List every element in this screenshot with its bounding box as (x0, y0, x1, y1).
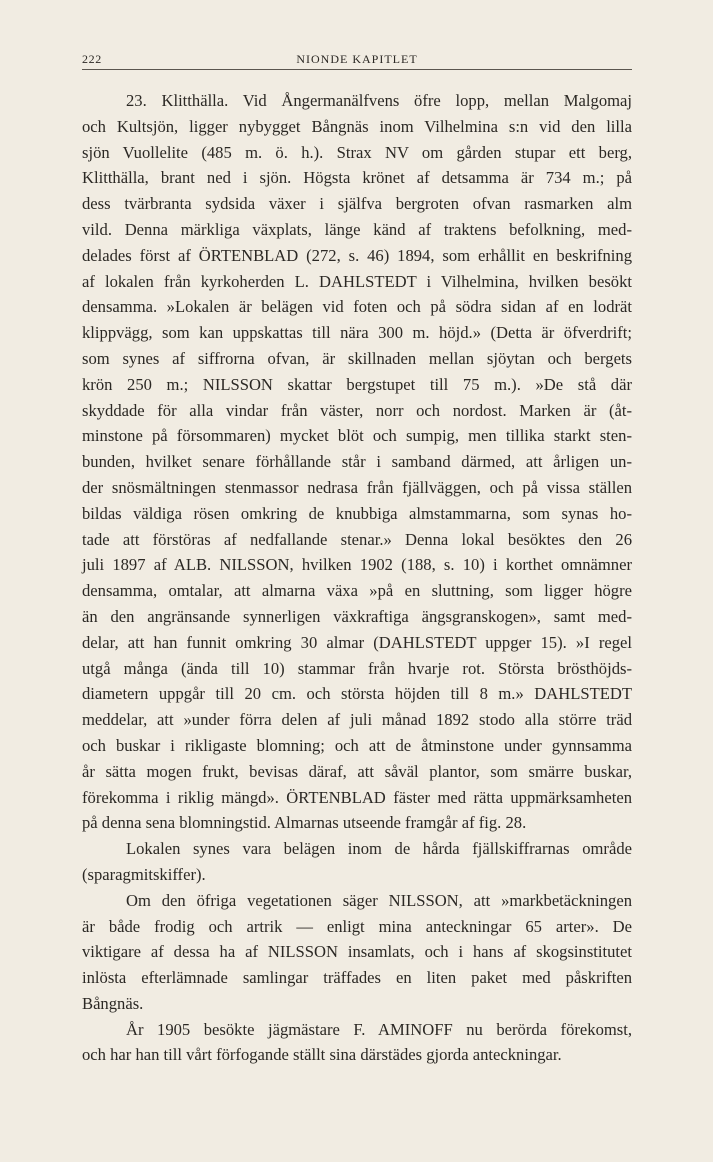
text-line: densamma, omtalar, att almarna växa »på en sluttning, som ligger högre (82, 581, 632, 601)
page-header (82, 52, 632, 68)
page-number: 222 (82, 52, 102, 66)
paragraph-1 (82, 88, 632, 836)
text-line: densamma. »Lokalen är belägen vid foten och på södra sidan af en lodrät (82, 297, 632, 317)
text-line: och Kultsjön, ligger nybygget Bångnäs inom Vilhelmina s:n vid den lilla (82, 116, 632, 136)
text-line: krön 250 m.; NILSSON skattar bergstupet till 75 m.). »De stå där (82, 374, 632, 394)
text-line: bunden, hvilket senare förhållande står i samband därmed, att årligen un- (82, 452, 632, 472)
running-title: NIONDE KAPITLET (296, 52, 418, 66)
text-line: Om den öfriga vegetationen säger NILSSON, att »markbetäckningen (126, 890, 632, 910)
text-line: inlösta efterlämnade samlingar träffades en liten paket med påskriften (82, 968, 632, 988)
text-line: år sätta mogen frukt, bevisas däraf, att såväl plantor, som smärre buskar, (82, 761, 632, 781)
text-line: förekomma i riklig mängd». ÖRTENBLAD fäster med rätta uppmärksamheten (82, 787, 632, 807)
text-line: af lokalen från kyrkoherden L. DAHLSTEDT i Vilhelmina, hvilken besökt (82, 271, 632, 291)
text-line: än den angränsande synnerligen växkraftiga ängsgranskogen», samt med- (82, 606, 632, 626)
text-line: (sparagmitskiffer). (82, 864, 206, 884)
text-line: minstone på försommaren) mycket blöt och sumpig, men tillika starkt sten- (82, 426, 632, 446)
text-line: sjön Vuollelite (485 m. ö. h.). Strax NV om gården stupar ett berg, (82, 142, 632, 162)
text-line: delades först af ÖRTENBLAD (272, s. 46) 1894, som erhållit en beskrifning (82, 245, 632, 265)
text-line: dess tvärbranta sydsida växer i själfva bergroten ofvan rasmarken alm (82, 194, 632, 214)
paragraph-2 (82, 836, 632, 888)
text-line: är både frodig och artrik — enligt mina anteckningar 65 arter». De (82, 916, 632, 936)
text-line: vild. Denna märkliga växplats, länge känd af traktens befolkning, med- (82, 219, 632, 239)
text-line: tade att förstöras af nedfallande stenar.» Denna lokal besöktes den 26 (82, 529, 632, 549)
text-line: delar, att han funnit omkring 30 almar (DAHLSTEDT uppger 15). »I regel (82, 632, 632, 652)
text-line: Bångnäs. (82, 993, 144, 1013)
text-line: klippvägg, som kan uppskattas till nära 300 m. höjd.» (Detta är öfverdrift; (82, 323, 632, 343)
text-line: och buskar i rikligaste blomning; och att de åtminstone under gynnsamma (82, 735, 632, 755)
text-line: viktigare af dessa ha af NILSSON insamlats, och i hans af skogsinstitutet (82, 942, 632, 962)
paragraph-3 (82, 888, 632, 1017)
text-line: Lokalen synes vara belägen inom de hårda fjällskiffrarnas område (126, 839, 632, 859)
text-line: 23. Klitthälla. Vid Ångermanälfvens öfre lopp, mellan Malgomaj (126, 91, 632, 110)
header-rule (82, 69, 632, 70)
text-line: skyddade för alla vindar från väster, norr och nordost. Marken är (åt- (82, 400, 632, 420)
text-line: der snösmältningen stenmassor nedrasa från fjällväggen, och på vissa ställen (82, 477, 632, 497)
text-line: meddelar, att »under förra delen af juli månad 1892 stodo alla större träd (82, 710, 632, 730)
text-line: och har han till vårt förfogande ställt sina därstädes gjorda anteckningar. (82, 1045, 562, 1065)
text-line: diametern uppgår till 20 cm. och största höjden till 8 m.» DAHLSTEDT (82, 684, 632, 704)
body-text (82, 88, 632, 1068)
text-line: År 1905 besökte jägmästare F. AMINOFF nu berörda förekomst, (126, 1019, 632, 1039)
text-line: utgå många (ända till 10) stammar från hvarje rot. Största brösthöjds- (82, 658, 632, 678)
text-line: bildas väldiga rösen omkring de knubbiga almstammarna, som synas ho- (82, 503, 632, 523)
text-line: juli 1897 af ALB. NILSSON, hvilken 1902 (188, s. 10) i korthet omnämner (82, 555, 632, 575)
text-line: på denna sena blomningstid. Almarnas utseende framgår af fig. 28. (82, 813, 527, 833)
text-line: som synes af siffrorna ofvan, är skillnaden mellan sjöytan och bergets (82, 348, 632, 368)
text-line: Klitthälla, brant ned i sjön. Högsta krönet af detsamma är 734 m.; på (82, 168, 632, 188)
paragraph-4 (82, 1017, 632, 1069)
